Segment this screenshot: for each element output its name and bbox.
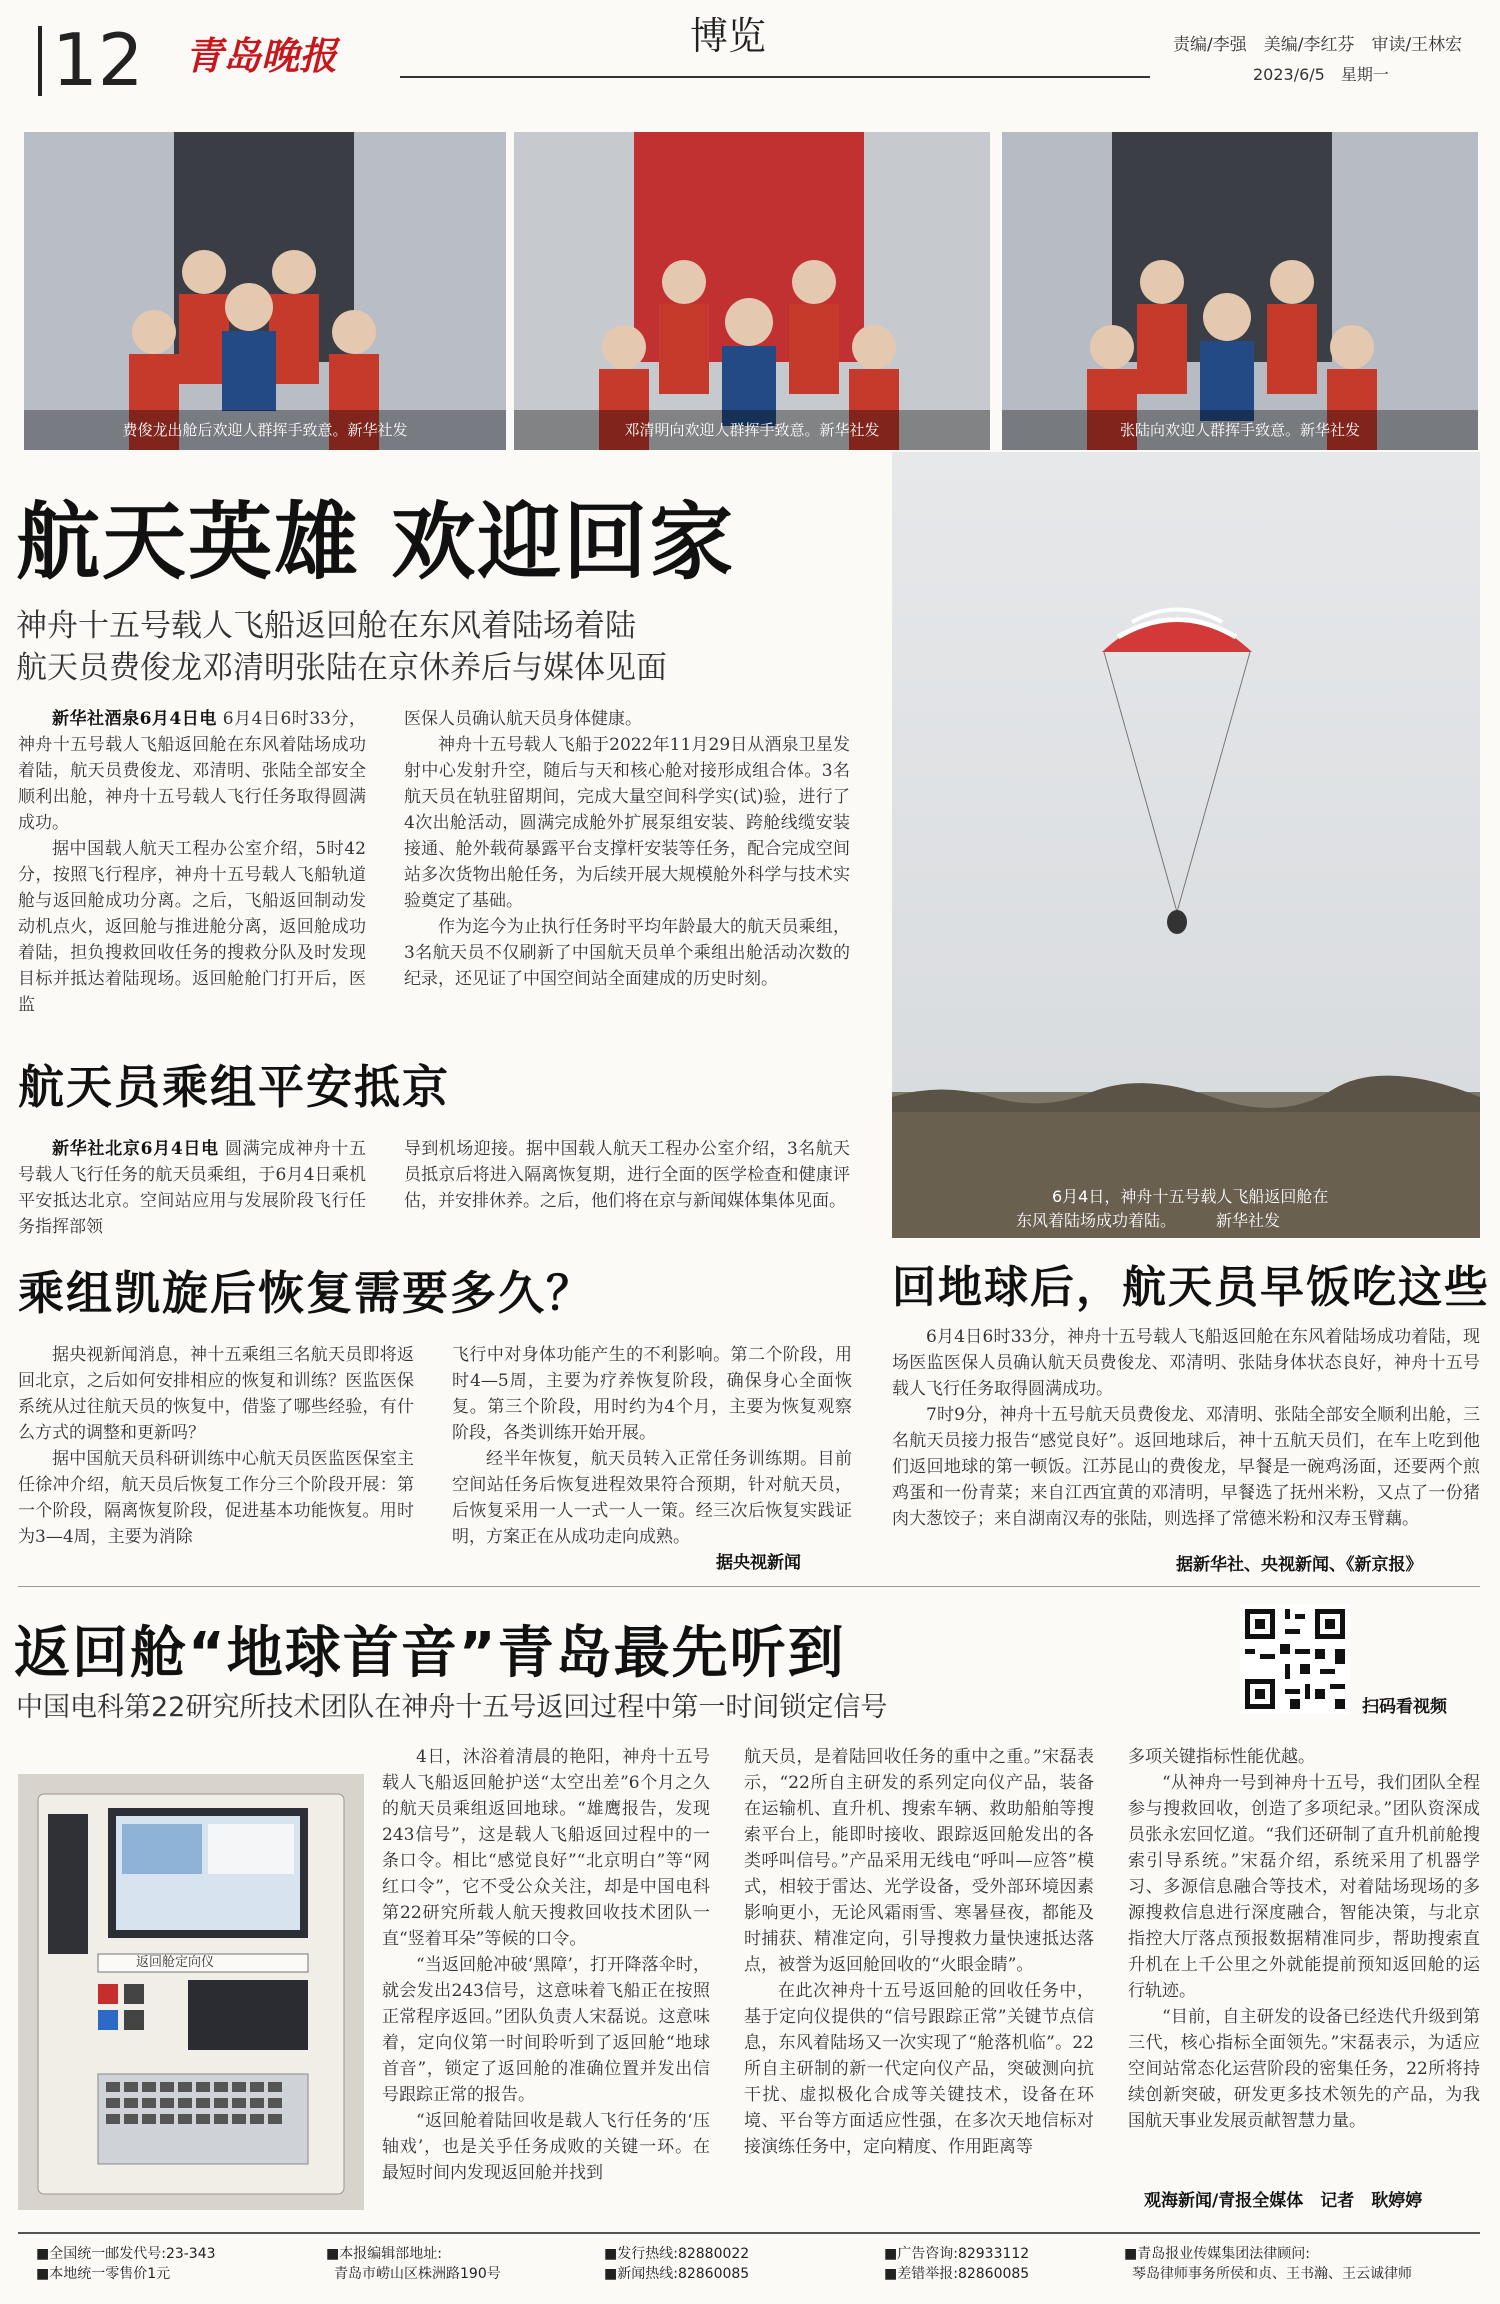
story2-column-2 bbox=[404, 1136, 850, 1214]
parachute-landscape-illustration bbox=[892, 452, 1480, 1238]
story2-dateline: 新华社北京6月4日电 bbox=[52, 1139, 219, 1159]
story2-headline: 航天员乘组平安抵京 bbox=[18, 1060, 450, 1114]
story5-paragraph: 在此次神舟十五号返回舱的回收任务中，基于定向仪提供的“信号跟踪正常”关键节点信息，东风着陆场又一次实现了“舱落机临”。22所自主研制的新一代定向仪产品，突破测向抗干扰、虚拟极化合成等关键技术，设备在环境、平台等方面适应性强，在多次天地信标对接演练任务中，定向精度、作用距离等 bbox=[744, 1981, 1094, 2157]
story5-byline: 观海新闻/青报全媒体 记者 耿婷婷 bbox=[1144, 2191, 1423, 2211]
footer-rule bbox=[18, 2232, 1480, 2234]
astronaut-photo-illustration bbox=[24, 132, 506, 450]
story4-paragraph: 6月4日6时33分，神舟十五号载人飞船返回舱在东风着陆场成功着陆，现场医监医保人员确认航天员费俊龙、邓清明、张陆身体状态良好，神舟十五号载人飞行任务取得圆满成功。 bbox=[892, 1327, 1480, 1399]
editors: 责编/李强 美编/李红芬 审读/王林宏 bbox=[1173, 35, 1463, 55]
story4-body bbox=[892, 1324, 1480, 1532]
header-left-bar bbox=[38, 26, 42, 96]
story4-source: 据新华社、央视新闻、《新京报》 bbox=[1176, 1555, 1423, 1575]
qr-code[interactable] bbox=[1240, 1604, 1350, 1714]
story4-headline: 回地球后，航天员早饭吃这些 bbox=[892, 1262, 1490, 1313]
story5-column-1 bbox=[382, 1744, 710, 2186]
footer-item-1: ■全国统一邮发代号:23-343 ■本地统一零售价1元 bbox=[36, 2246, 216, 2282]
story3-headline: 乘组凯旋后恢复需要多久？ bbox=[18, 1266, 594, 1320]
direction-finder-device-illustration bbox=[18, 1774, 364, 2210]
main-subhead-2: 航天员费俊龙邓清明张陆在京休养后与媒体见面 bbox=[16, 650, 667, 686]
story2-paragraph: 导到机场迎接。据中国载人航天工程办公室介绍，3名航天员抵京后将进入隔离恢复期，进行全面的医学检查和健康评估，并安排休养。之后，他们将在京与新闻媒体集体见面。 bbox=[404, 1139, 850, 1211]
main-story-dateline: 新华社酒泉6月4日电 bbox=[52, 709, 217, 729]
parachute-photo bbox=[892, 452, 1480, 1238]
story3-source: 据央视新闻 bbox=[716, 1553, 801, 1573]
main-story-paragraph: 作为迄今为止执行任务时平均年龄最大的航天员乘组，3名航天员不仅刷新了中国航天员单个乘组出舱活动次数的纪录，还见证了中国空间站全面建成的历史时刻。 bbox=[404, 917, 850, 989]
main-subhead-1: 神舟十五号载人飞船返回舱在东风着陆场着陆 bbox=[16, 608, 636, 644]
page-number: 12 bbox=[52, 18, 144, 102]
top-photo-1-caption: 费俊龙出舱后欢迎人群挥手致意。新华社发 bbox=[24, 410, 506, 450]
story5-headline: 返回舱“地球首音”青岛最先听到 bbox=[14, 1621, 846, 1686]
story5-paragraph: “当返回舱冲破‘黑障’，打开降落伞时，就会发出243信号，这意味着飞船正在按照正常程序返回。”团队负责人宋磊说。这意味着，定向仪第一时间聆听到了返回舱“地球首音”，锁定了返回舱的准确位置并发出信号跟踪正常的报告。 bbox=[382, 1955, 710, 2105]
header-rule bbox=[400, 76, 1150, 78]
top-photo-2-caption: 邓清明向欢迎人群挥手致意。新华社发 bbox=[514, 410, 990, 450]
top-photo-1 bbox=[24, 132, 506, 450]
top-photo-3 bbox=[1002, 132, 1478, 450]
astronaut-photo-illustration bbox=[514, 132, 990, 450]
paper-name-logo: 青岛晚报 bbox=[185, 33, 338, 78]
section-divider bbox=[18, 1586, 1480, 1587]
top-photo-3-caption: 张陆向欢迎人群挥手致意。新华社发 bbox=[1002, 410, 1478, 450]
main-story-column-2 bbox=[404, 706, 850, 992]
story3-paragraph: 据中国航天员科研训练中心航天员医监医保室主任徐冲介绍，航天员后恢复工作分三个阶段开展：第一个阶段，隔离恢复阶段，促进基本功能恢复。用时为3—4周，主要为消除 bbox=[18, 1449, 414, 1547]
story5-paragraph: 航天员，是着陆回收任务的重中之重。”宋磊表示，“22所自主研发的系列定向仪产品，装备在运输机、直升机、搜索车辆、救助船舶等搜索平台上，能即时接收、跟踪返回舱发出的各类呼叫信号。”产品采用无线电“呼叫—应答”模式，相较于雷达、光学设备，受外部环境因素影响更小，无论风霜雨雪、寒暑昼夜，都能及时捕获、精准定向，引导搜救力量快速抵达落点，被誉为返回舱回收的“火眼金睛”。 bbox=[744, 1747, 1094, 1975]
section-title: 博览 bbox=[690, 14, 767, 58]
story4-paragraph: 7时9分，神舟十五号航天员费俊龙、邓清明、张陆全部安全顺利出舱，三名航天员接力报告“感觉良好”。返回地球后，神十五航天员们，在车上吃到他们返回地球的第一顿饭。江苏昆山的费俊龙，早餐是一碗鸡汤面，还要两个煎鸡蛋和一份青菜；来自江西宜黄的邓清明，早餐选了抚州米粉，又点了一份猪肉大葱饺子；来自湖南汉寿的张陆，则选择了常德米粉和汉寿玉臂藕。 bbox=[892, 1405, 1480, 1529]
story3-paragraph: 飞行中对身体功能产生的不利影响。第二个阶段，用时4—5周，主要为疗养恢复阶段，确保身心全面恢复。第三个阶段，用时约为4个月，主要为恢复观察阶段，各类训练开始开展。 bbox=[452, 1345, 852, 1443]
parachute-caption-1: 6月4日，神舟十五号载人飞船返回舱在 bbox=[1052, 1187, 1329, 1206]
story5-paragraph: 多项关键指标性能优越。 bbox=[1128, 1747, 1315, 1767]
main-story-paragraph: 医保人员确认航天员身体健康。 bbox=[404, 709, 642, 729]
story3-column-2 bbox=[452, 1342, 852, 1550]
footer-item-2: ■本报编辑部地址: 青岛市崂山区株洲路190号 bbox=[326, 2246, 501, 2282]
story3-column-1 bbox=[18, 1342, 414, 1550]
parachute-caption-2: 东风着陆场成功着陆。 新华社发 bbox=[1016, 1211, 1281, 1230]
story5-paragraph: “返回舱着陆回收是载人飞行任务的‘压轴戏’，也是关乎任务成败的关键一环。在最短时间内发现返回舱并找到 bbox=[382, 2111, 710, 2183]
main-headline: 航天英雄 欢迎回家 bbox=[16, 493, 736, 591]
device-photo bbox=[18, 1774, 364, 2210]
story5-column-2 bbox=[744, 1744, 1094, 2160]
story5-paragraph: “目前，自主研发的设备已经迭代升级到第三代，核心指标全面领先。”宋磊表示，为适应空间站常态化运营阶段的密集任务，22所将持续创新突破，研发更多技术领先的产品，为我国航天事业发展贡献智慧力量。 bbox=[1128, 2007, 1480, 2131]
main-story-column-1: 新华社酒泉6月4日电 6月4日6时33分，神舟十五号载人飞船返回舱在东风着陆场成功着陆，航天员费俊龙、邓清明、张陆全部安全顺利出舱，神舟十五号载人飞行任务取得圆满成功。 据中国载人航天工程办公室介绍，5时42分，按照飞行程序，神舟十五号载人飞船轨道舱与返回舱成功分离。之后，飞船返回制动发动机点火，返回舱与推进舱分离，返回舱成功着陆，担负搜救回收任务的搜救分队及时发现目标并抵达着陆现场。返回舱舱门打开后，医监 bbox=[18, 706, 366, 1018]
astronaut-photo-illustration bbox=[1002, 132, 1478, 450]
issue-date: 2023/6/5 星期一 bbox=[1253, 65, 1389, 84]
main-story-paragraph: 神舟十五号载人飞船于2022年11月29日从酒泉卫星发射中心发射升空，随后与天和核心舱对接形成组合体。3名航天员在轨驻留期间，完成大量空间科学实(试)验，进行了4次出舱活动，圆满完成舱外扩展泵组安装、跨舱线缆安装接通、舱外载荷暴露平台支撑杆安装等任务，配合完成空间站多次货物出舱任务，为后续开展大规模舱外科学与技术实验奠定了基础。 bbox=[404, 735, 850, 911]
story3-paragraph: 经半年恢复，航天员转入正常任务训练期。目前空间站任务后恢复进程效果符合预期，针对航天员，后恢复采用一人一式一人一策。经三次后恢复实践证明，方案正在从成功走向成熟。 bbox=[452, 1449, 852, 1547]
footer-item-4: ■广告咨询:82933112 ■差错举报:82860085 bbox=[884, 2246, 1030, 2282]
header bbox=[0, 0, 1500, 110]
story5-subhead: 中国电科第22研究所技术团队在神舟十五号返回过程中第一时间锁定信号 bbox=[16, 1692, 888, 1723]
top-photo-2 bbox=[514, 132, 990, 450]
device-label: 返回舱定向仪 bbox=[136, 1955, 215, 1970]
footer-item-3: ■发行热线:82880022 ■新闻热线:82860085 bbox=[604, 2246, 750, 2282]
story5-column-3 bbox=[1128, 1744, 1480, 2134]
qr-code-icon bbox=[1240, 1604, 1350, 1714]
qr-label: 扫码看视频 bbox=[1362, 1697, 1447, 1717]
story2-column-1: 新华社北京6月4日电 圆满完成神舟十五号载人飞行任务的航天员乘组，于6月4日乘机平安抵达北京。空间站应用与发展阶段飞行任务指挥部领 bbox=[18, 1139, 366, 1237]
story3-paragraph: 据央视新闻消息，神十五乘组三名航天员即将返回北京，之后如何安排相应的恢复和训练？医监医保系统从过往航天员的恢复中，借鉴了哪些经验，有什么方式的调整和更新吗？ bbox=[18, 1345, 414, 1443]
main-story-paragraph: 据中国载人航天工程办公室介绍，5时42分，按照飞行程序，神舟十五号载人飞船轨道舱与返回舱成功分离。之后，飞船返回制动发动机点火，返回舱与推进舱分离，返回舱成功着陆，担负搜救回收任务的搜救分队及时发现目标并抵达着陆现场。返回舱舱门打开后，医监 bbox=[18, 839, 366, 1015]
story5-paragraph: 4日，沐浴着清晨的艳阳，神舟十五号载人飞船返回舱护送“太空出差”6个月之久的航天员乘组返回地球。“雄鹰报告，发现243信号”，这是载人飞船返回过程中的一条口令。相比“感觉良好”“北京明白”等“网红口令”，它不受公众关注，却是中国电科第22研究所载人航天搜救回收技术团队一直“竖着耳朵”等候的口令。 bbox=[382, 1747, 710, 1949]
story5-paragraph: “从神舟一号到神舟十五号，我们团队全程参与搜救回收，创造了多项纪录。”团队资深成员张永宏回忆道。“我们还研制了直升机前舱搜索引导系统。”宋磊介绍，系统采用了机器学习、多源信息融合等技术，对着陆场现场的多源搜救信息进行深度融合，智能决策，与北京指控大厅落点预报数据精准同步，帮助搜索直升机在上千公里之外就能提前预知返回舱的运行轨迹。 bbox=[1128, 1773, 1480, 2001]
footer-item-5: ■青岛报业传媒集团法律顾问: 琴岛律师事务所侯和贞、王书瀚、王云诚律师 bbox=[1124, 2246, 1412, 2282]
